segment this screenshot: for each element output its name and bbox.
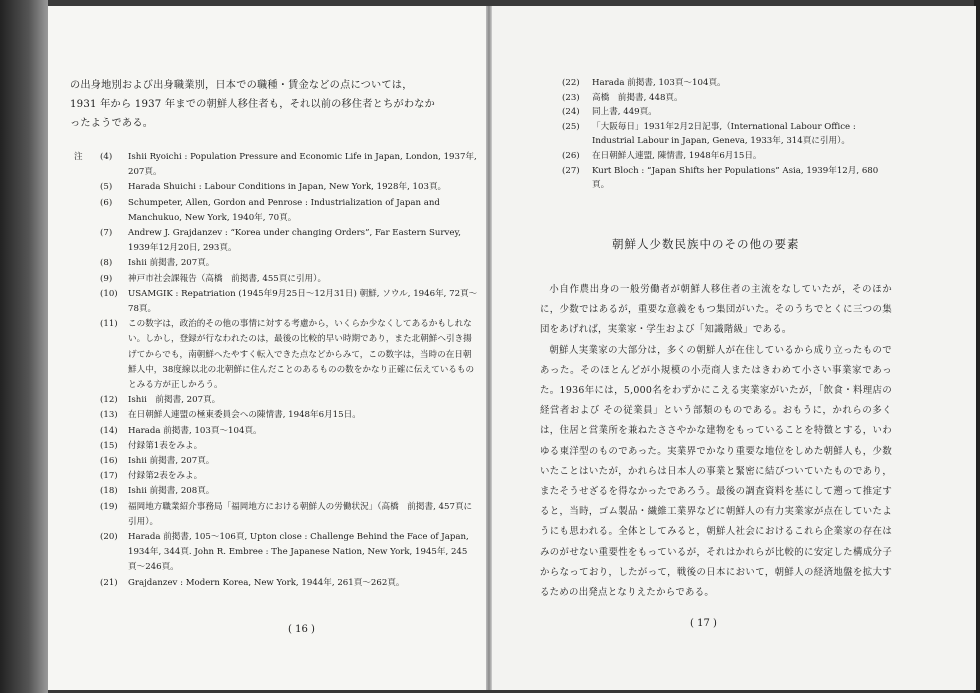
footnote [100,469,480,484]
footnote-number: (5) [100,182,113,193]
footnote-text: Ishii Ryoichi : Population Pressure and Economic Life in Japan, London, 1937年, 207頁。 [128,152,477,178]
footnote [100,180,480,195]
footnote-text: 在日朝鮮人連盟の極東委員会への陳情書, 1948年6月15日。 [128,410,361,421]
page-number-right: ( 17 ) [690,618,717,629]
footnote-number: (21) [100,577,118,588]
footnote-number: (23) [562,92,580,103]
footnote-text: 同上書, 449頁。 [592,107,657,118]
footnote-text: Andrew J. Grajdanzev : “Korea under changing Orders”, Far Eastern Survey, 1939年12月20日, 293頁。 [128,228,461,254]
footnote-text: Harada 前掲書, 105〜106頁, Upton close : Challenge Behind the Face of Japan, 1934年, 344頁. John R. Embree : The Japanese Nation, New York, 1945年, 245頁〜246頁。 [128,532,469,573]
footnote [100,272,480,287]
left-footnotes [74,150,480,591]
page-number-left: ( 16 ) [288,624,315,635]
footnote [100,530,480,576]
footnote-number: (25) [562,121,580,132]
body-paragraph: 小自作農出身の一般労働者が朝鮮人移住者の主流をなしていたが，そのほかに，少数ではあるが，重要な意義をもつ集団がいた。そのうちでとくに三つの集団をあげれば，実業家・学生および「知識階級」である。 [540,284,892,336]
footnote-number: (6) [100,197,113,208]
footnote [100,196,480,226]
footnote-number: (26) [562,150,580,161]
footnote-text: Schumpeter, Allen, Gordon and Penrose : Industrialization of Japan and Manchukuo, New York, 1940年, 70頁。 [128,197,440,223]
footnote-text: 付録第1表をみよ。 [128,440,203,451]
footnote [562,91,892,106]
footnote-text: Harada 前掲書, 103頁〜104頁。 [128,425,262,436]
footnote [100,317,480,393]
footnote-number: (19) [100,501,118,512]
footnote [100,256,480,271]
footnote [100,439,480,454]
footnote-text: USAMGIK : Repatriation (1945年9月25日〜12月31日) 朝鮮, ソウル, 1946年, 72頁〜78頁。 [128,288,478,315]
footnote-text: 神戸市社会課報告（高橋 前掲書, 455頁に引用）。 [128,273,327,284]
footnote-number: (16) [100,456,118,467]
section-heading: 朝鮮人少数民族中のその他の要素 [612,237,800,251]
body-paragraph: 朝鮮人実業家の大部分は，多くの朝鮮人が在住しているから成り立ったものであった。そのほとんどが小規模の小売商人またはきわめて小さい事業家であった。1936年には，5,000名をわずかにこえる実業家がいたが，「飲食・料理店の経営者および その従業員」という部類のものである。おもうに，かれらの多くは，住居と営業所を兼ねたささやかな建物をもっていることを特徴とする，いわゆる東洋型のものであった。実業界でかなり重要な地位をしめた朝鮮人も，少数いたことはいたが，かれらは日本人の事業と緊密に結びついていたものであり，またそうせざるを得なかったであろう。最後の調査資料を基にして遡って推定すると，当時，ゴム製品・繊維工業界などに朝鮮人の有力実業家が点在していたようにも思われる。全体としてみると，朝鮮人社会におけるこれら企業家の存在はみのがせない重要性をもっているが，それはかれらが比較的に安定した構成分子からなっており，したがって，戦後の日本において，朝鮮人の経済地盤を拡大するための出発点となりえたからである。 [540,344,892,599]
left-intro-text [70,76,475,133]
footnote-number: (27) [562,165,580,176]
footnote [100,576,480,591]
footnote-number: (10) [100,288,118,299]
footnote [100,454,480,469]
footnote-text: この数字は，政治的その他の事情に対する考慮から，いくらか少なくしてあるかもしれない。しかし，登録が行なわれたのは，最後の比較的早い時期であり，また北朝鮮へ引き揚げてからでも，南朝鮮へたやすく転入できた点などからみて，この数字は，当時の在日朝鮮人中，38度線以北の北朝鮮に住んだことのあるものの数をかなり正確に伝えているものとみる方が正しかろう。 [128,319,475,391]
footnote-number: (8) [100,258,113,269]
footnote-text: 在日朝鮮人連盟, 陳情書, 1948年6月15日。 [592,150,762,161]
section-body [540,280,892,603]
footnote [100,424,480,439]
footnote-text: Harada 前掲書, 103頁〜104頁。 [592,78,726,88]
footnote-number: (13) [100,410,118,421]
footnote-text: Ishii 前掲書, 207頁。 [128,456,215,467]
footnote-text: Ishii 前掲書, 207頁。 [128,395,221,406]
footnote [562,164,892,193]
book-gutter [486,6,492,690]
footnote [100,150,480,180]
footnote-number: (11) [100,319,118,330]
footnote-text: Kurt Bloch : “Japan Shifts her Populations” Asia, 1939年12月, 680頁。 [592,165,879,191]
footnote [562,149,892,164]
intro-line: の出身地別および出身職業別，日本での職種・賃金などの点については， [70,80,413,91]
footnote-number: (20) [100,532,118,543]
footnote-number: (22) [562,78,580,88]
footnote-text: Harada Shuichi : Labour Conditions in Japan, New York, 1928年, 103頁。 [128,182,447,193]
footnote-number: (18) [100,486,118,497]
intro-line: ったようである。 [70,118,154,129]
footnote [100,287,480,317]
scan-left-edge [0,0,48,693]
footnote [562,76,892,91]
footnote [100,484,480,499]
footnote-text: 付録第2表をみよ。 [128,471,203,482]
footnote-text: Ishii 前掲書, 208頁。 [128,486,215,497]
right-footnotes [562,76,892,193]
footnote-text: Grajdanzev : Modern Korea, New York, 1944年, 261頁〜262頁。 [128,577,405,588]
footnote-number: (14) [100,425,118,436]
footnote-text: Ishii 前掲書, 207頁。 [128,258,215,269]
intro-line: 1931 年から 1937 年までの朝鮮人移住者も，それ以前の移住者とちがわなか [70,99,436,110]
footnote-number: (17) [100,471,118,482]
footnote [562,120,892,149]
footnote-number: (7) [100,228,113,239]
footnote-number: (9) [100,273,113,284]
footnote-text: 高橋 前掲書, 448頁。 [592,92,683,103]
footnote-number: (15) [100,440,118,451]
footnote-number: (12) [100,395,118,406]
footnote-number: (24) [562,107,580,118]
notes-label: 注 [74,152,83,162]
footnote-text: 「大阪毎日」1931年2月2日記事,（International Labour Office : Industrial Labour in Japan, Geneva, 1933年, 314頁に引用）。 [592,121,856,147]
footnote [100,408,480,423]
footnote-number: (4) [100,152,113,162]
footnote [562,105,892,120]
footnote [100,500,480,530]
footnote [100,393,480,408]
footnote [100,226,480,256]
footnote-text: 福岡地方職業紹介事務局「福岡地方における朝鮮人の労働状況」（高橋 前掲書, 457頁に引用）。 [128,501,473,527]
